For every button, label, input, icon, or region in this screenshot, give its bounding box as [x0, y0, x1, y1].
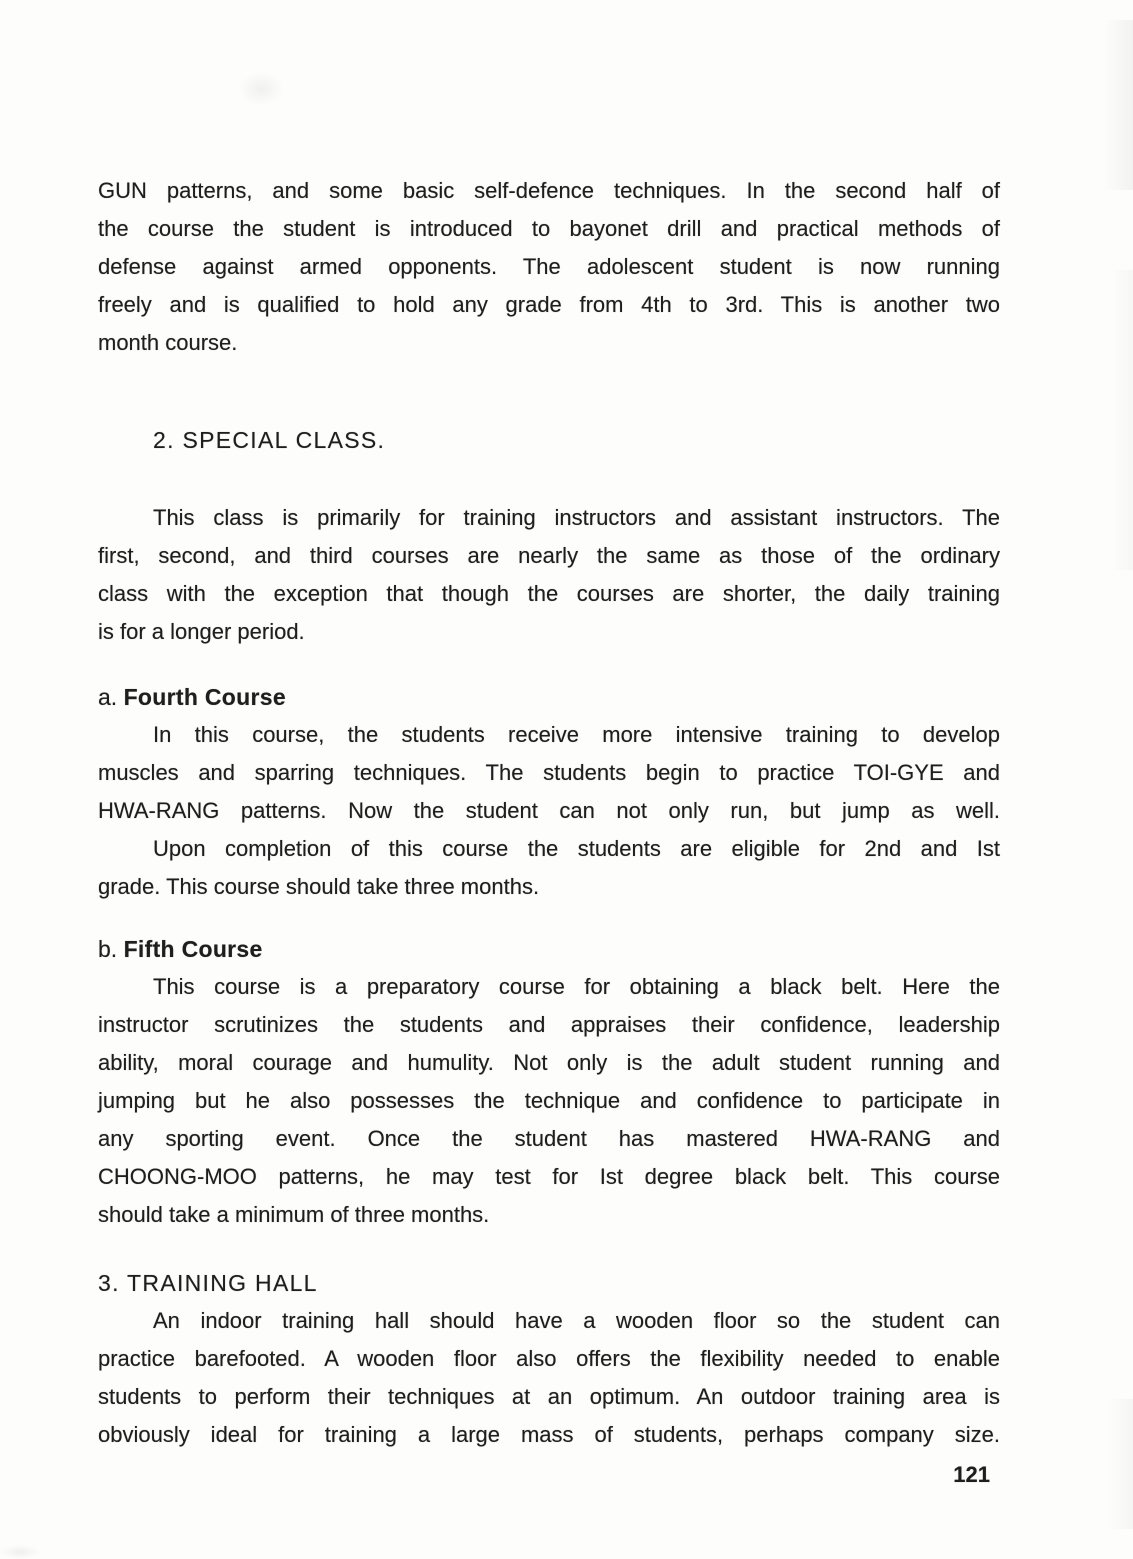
- subsection-heading: [98, 930, 1000, 968]
- text-line: is for a longer period.: [98, 619, 305, 644]
- section-heading: 2. SPECIAL CLASS.: [153, 427, 386, 453]
- text-line: muscles and sparring techniques. The students begin to practice TOI-GYE and: [98, 760, 1000, 785]
- subsection-heading: [98, 678, 1000, 716]
- paragraph: [98, 1302, 1000, 1454]
- text-line: instructor scrutinizes the students and appraises their confidence, leadership: [98, 1012, 1000, 1037]
- text-line: month course.: [98, 330, 238, 355]
- text-line: In this course, the students receive more intensive training to develop: [153, 722, 1000, 747]
- paragraph: [98, 172, 1000, 362]
- text-line: This class is primarily for training instructors and assistant instructors. The: [153, 505, 1000, 530]
- text-line: CHOONG-MOO patterns, he may test for Ist degree black belt. This course: [98, 1164, 1000, 1189]
- text-line: class with the exception that though the courses are shorter, the daily training: [98, 581, 1000, 606]
- text-line: should take a minimum of three months.: [98, 1202, 490, 1227]
- text-line: any sporting event. Once the student has mastered HWA-RANG and: [98, 1126, 1000, 1151]
- text-line: practice barefooted. A wooden floor also offers the flexibility needed to enable: [98, 1346, 1000, 1371]
- text-line: first, second, and third courses are nearly the same as those of the ordinary: [98, 543, 1000, 568]
- text-line: the course the student is introduced to bayonet drill and practical methods of: [98, 216, 1000, 241]
- text-line: jumping but he also possesses the technique and confidence to participate in: [98, 1088, 1000, 1113]
- section-heading: 3. TRAINING HALL: [98, 1270, 318, 1296]
- text-line: Upon completion of this course the students are eligible for 2nd and Ist: [153, 836, 1000, 861]
- text-line: grade. This course should take three months.: [98, 874, 540, 899]
- page-number: 121: [953, 1462, 990, 1487]
- text-line: HWA-RANG patterns. Now the student can not only run, but jump as well.: [98, 798, 1000, 823]
- paragraph: [98, 830, 1000, 906]
- subsection-letter: b.: [98, 936, 118, 962]
- text-line: An indoor training hall should have a wooden floor so the student can: [153, 1308, 1000, 1333]
- text-line: ability, moral courage and humulity. Not only is the adult student running and: [98, 1050, 1000, 1075]
- text-line: This course is a preparatory course for obtaining a black belt. Here the: [153, 974, 1000, 999]
- text-line: defense against armed opponents. The adolescent student is now running: [98, 254, 1000, 279]
- subsection-title: Fifth Course: [123, 936, 263, 962]
- paragraph: [98, 968, 1000, 1234]
- subsection-title: Fourth Course: [123, 684, 286, 710]
- text-line: students to perform their techniques at an optimum. An outdoor training area is: [98, 1384, 1000, 1409]
- paragraph: [98, 499, 1000, 651]
- subsection-letter: a.: [98, 684, 118, 710]
- text-line: GUN patterns, and some basic self-defence techniques. In the second half of: [98, 178, 1000, 203]
- paragraph: [98, 716, 1000, 830]
- text-line: obviously ideal for training a large mass of students, perhaps company size.: [98, 1422, 1000, 1447]
- text-line: freely and is qualified to hold any grade from 4th to 3rd. This is another two: [98, 292, 1000, 317]
